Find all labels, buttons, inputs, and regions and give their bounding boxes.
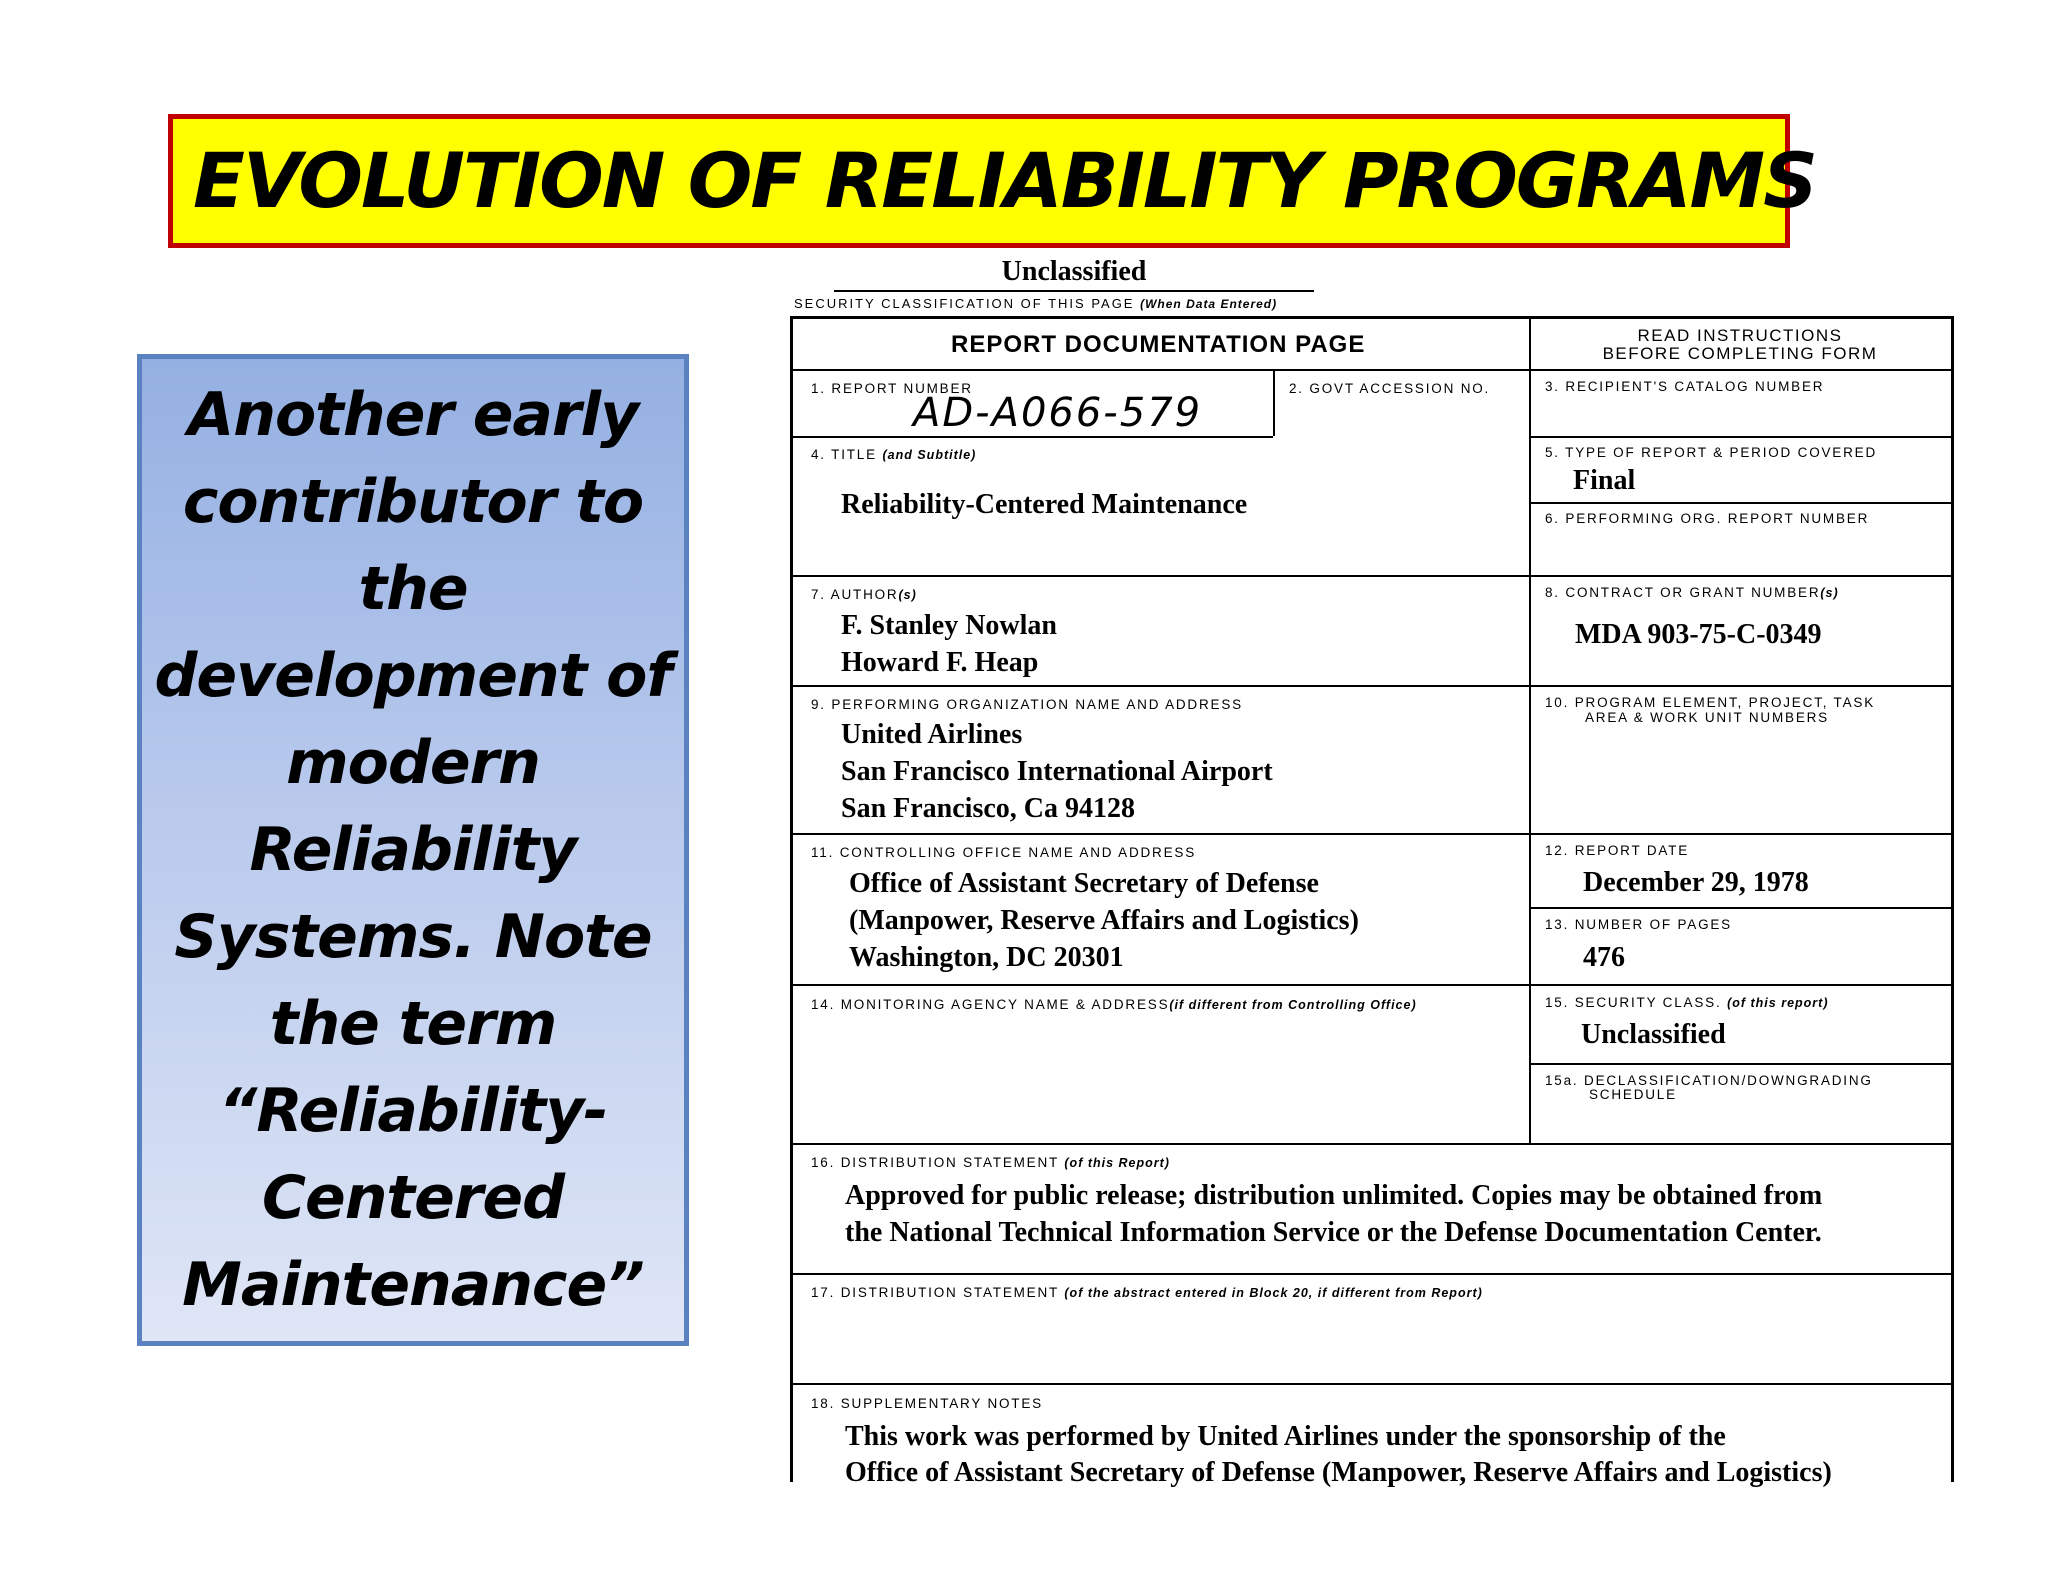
form-divider	[1273, 369, 1275, 436]
field-5-report-type: Final	[1573, 465, 1636, 496]
form-divider	[1529, 436, 1951, 438]
field-11-label: 11. CONTROLLING OFFICE NAME AND ADDRESS	[811, 845, 1197, 860]
form-instructions: READ INSTRUCTIONS BEFORE COMPLETING FORM	[1602, 326, 1878, 363]
form-divider	[793, 1143, 1951, 1145]
field-12-report-date: December 29, 1978	[1583, 867, 1809, 898]
field-15-security-class: Unclassified	[1581, 1019, 1726, 1050]
field-12-label: 12. REPORT DATE	[1545, 843, 1690, 858]
field-16-statement-line-2: the National Technical Information Service or the Defense Documentation Center.	[845, 1217, 1822, 1248]
form-divider	[793, 575, 1951, 577]
side-callout-text: Another early contributor to the development of modern Reliability Systems. Note the term “Reliability-Centered Maintenance”	[154, 379, 672, 1320]
classification-top: Unclassified	[834, 256, 1314, 292]
field-9-org-line-1: United Airlines	[841, 719, 1023, 750]
field-9-label: 9. PERFORMING ORGANIZATION NAME AND ADDRESS	[811, 697, 1243, 712]
form-divider	[793, 436, 1273, 438]
field-3-label: 3. RECIPIENT'S CATALOG NUMBER	[1545, 379, 1825, 394]
field-8-label: 8. CONTRACT OR GRANT NUMBER(s)	[1545, 585, 1839, 600]
security-classification-label: SECURITY CLASSIFICATION OF THIS PAGE (When Data Entered)	[794, 296, 1278, 311]
slide-title: EVOLUTION OF RELIABILITY PROGRAMS	[193, 136, 1816, 225]
field-7-label: 7. AUTHOR(s)	[811, 587, 917, 602]
form-header: REPORT DOCUMENTATION PAGE	[951, 331, 1366, 358]
field-9-org-line-3: San Francisco, Ca 94128	[841, 793, 1135, 824]
field-11-office-line-1: Office of Assistant Secretary of Defense	[849, 868, 1319, 899]
slide-title-banner	[168, 114, 1816, 248]
form-divider	[793, 984, 1951, 986]
form-divider	[1529, 1063, 1951, 1065]
field-11-office-line-2: (Manpower, Reserve Affairs and Logistics)	[849, 905, 1359, 936]
form-divider	[793, 1273, 1951, 1275]
field-13-label: 13. NUMBER OF PAGES	[1545, 917, 1732, 932]
field-6-label: 6. PERFORMING ORG. REPORT NUMBER	[1545, 511, 1870, 526]
form-divider	[793, 685, 1951, 687]
field-14-label: 14. MONITORING AGENCY NAME & ADDRESS(if different from Controlling Office)	[811, 997, 1417, 1012]
field-7-author-2: Howard F. Heap	[841, 647, 1039, 678]
field-18-label: 18. SUPPLEMENTARY NOTES	[811, 1396, 1043, 1411]
field-5-label: 5. TYPE OF REPORT & PERIOD COVERED	[1545, 445, 1878, 460]
form-divider	[1529, 319, 1531, 1143]
form-divider	[1529, 907, 1951, 909]
field-17-label: 17. DISTRIBUTION STATEMENT (of the abstract entered in Block 20, if different from Report)	[811, 1285, 1483, 1300]
field-10-label: 10. PROGRAM ELEMENT, PROJECT, TASK AREA & WORK UNIT NUMBERS	[1545, 695, 1876, 725]
field-16-label: 16. DISTRIBUTION STATEMENT (of this Report)	[811, 1155, 1170, 1170]
field-11-office-line-3: Washington, DC 20301	[849, 942, 1124, 973]
field-9-org-line-2: San Francisco International Airport	[841, 756, 1273, 787]
field-4-title: Reliability-Centered Maintenance	[841, 489, 1248, 520]
field-18-notes-line-1: This work was performed by United Airlines under the sponsorship of the	[845, 1421, 1726, 1452]
field-1-label: 1. REPORT NUMBER	[811, 381, 973, 396]
field-4-label: 4. TITLE (and Subtitle)	[811, 447, 977, 462]
field-15a-label: 15a. DECLASSIFICATION/DOWNGRADING SCHEDULE	[1545, 1073, 1873, 1102]
form-divider	[793, 1383, 1951, 1385]
form-divider	[793, 833, 1951, 835]
field-8-contract-number: MDA 903-75-C-0349	[1575, 619, 1822, 650]
form-divider	[1529, 502, 1951, 504]
side-callout-box	[137, 354, 689, 1346]
field-1-report-number: AD-A066-579	[913, 390, 1203, 436]
field-16-statement-line-1: Approved for public release; distribution unlimited. Copies may be obtained from	[845, 1180, 1823, 1211]
field-13-page-count: 476	[1583, 942, 1625, 973]
report-documentation-form-image	[790, 256, 1954, 1486]
report-form	[790, 316, 1954, 1488]
form-divider	[793, 369, 1951, 371]
field-7-author-1: F. Stanley Nowlan	[841, 610, 1058, 641]
field-2-label: 2. GOVT ACCESSION NO.	[1289, 381, 1491, 396]
field-15-label: 15. SECURITY CLASS. (of this report)	[1545, 995, 1829, 1010]
field-18-notes-line-2: Office of Assistant Secretary of Defense (Manpower, Reserve Affairs and Logistics)	[845, 1457, 1832, 1488]
